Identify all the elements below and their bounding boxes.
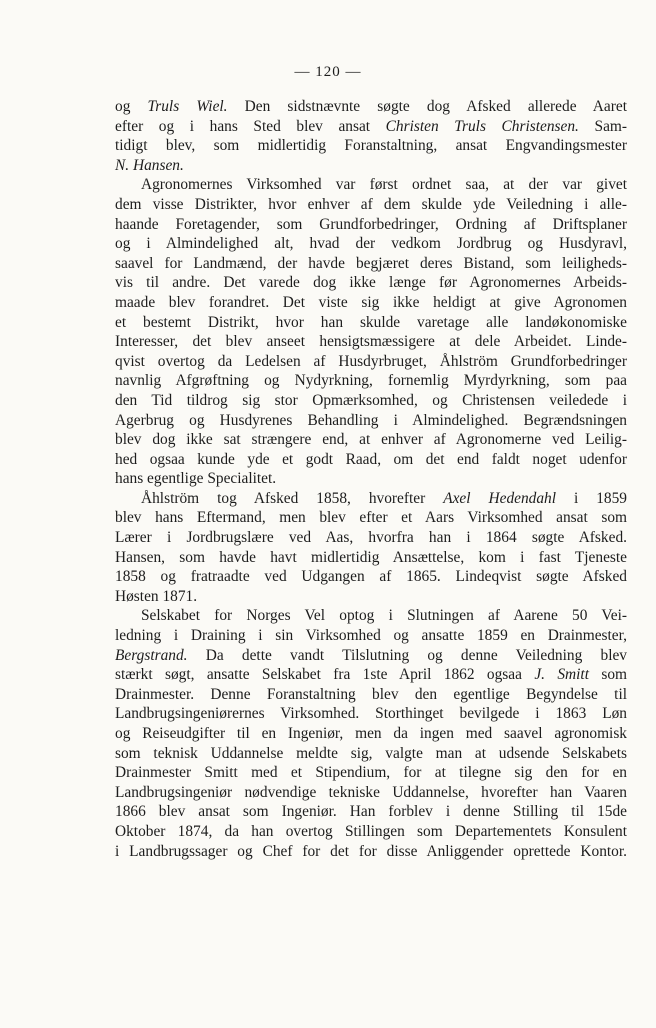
text-line bbox=[115, 293, 627, 313]
text-line bbox=[115, 744, 627, 764]
italic-name: N. Hansen. bbox=[115, 156, 184, 174]
text-run: som teknisk Uddannelse meldte sig, valgte man at udsende Selskabets bbox=[115, 744, 627, 762]
text-run: Hansen, som havde havt midlertidig Ansættelse, kom i fast Tjeneste bbox=[115, 548, 627, 566]
text-line bbox=[115, 234, 627, 254]
text-run: ledning i Draining i sin Virksomhed og ansatte 1859 en Drainmester, bbox=[115, 627, 627, 645]
text-line bbox=[115, 489, 627, 509]
text-run: blev hans Eftermand, men blev efter et Aars Virksomhed ansat som bbox=[115, 509, 627, 527]
page-number: — 120 — bbox=[294, 64, 362, 80]
text-run: i Landbrugssager og Chef for det for disse Anliggender oprettede Kontor. bbox=[115, 842, 627, 860]
text-run: vis til andre. Det varede dog ikke længe før Agronomernes Arbeids- bbox=[115, 274, 627, 292]
body-text bbox=[115, 97, 627, 861]
text-line bbox=[115, 822, 627, 842]
text-run: blev dog ikke sat strængere end, at enhver af Agronomerne ved Leilig- bbox=[115, 431, 627, 449]
text-run: Drainmester Smitt med et Stipendium, for at tilegne sig den for en bbox=[115, 764, 627, 782]
text-line bbox=[115, 97, 627, 117]
text-run: hed ogsaa kunde yde et godt Raad, om det end faldt noget udenfor bbox=[115, 450, 627, 468]
text-run: og bbox=[115, 98, 148, 115]
text-run: Da dette vandt Tilslutning og denne Veiledning blev bbox=[187, 646, 627, 664]
italic-name: Bergstrand. bbox=[115, 646, 188, 664]
text-run: Landbrugsingeniørernes Virksomhed. Storthinget bevilgede i 1863 Løn bbox=[115, 705, 627, 723]
text-line bbox=[115, 508, 627, 528]
italic-name: Christen Truls Christensen. bbox=[385, 117, 579, 135]
text-run: Lærer i Jordbrugslære ved Aas, hvorfra han i 1864 søgte Afsked. bbox=[115, 529, 627, 547]
italic-name: Axel Hedendahl bbox=[443, 489, 557, 507]
text-run: Interesser, det blev anseet hensigtsmæssigere at dele Arbeidet. Linde- bbox=[115, 333, 627, 351]
text-run: Agerbrug og Husdyrenes Behandling i Almindelighed. Begrændsningen bbox=[115, 411, 627, 429]
text-run: navnlig Afgrøftning og Nydyrkning, fornemlig Myrdyrkning, som paa bbox=[115, 372, 627, 390]
text-run: Agronomernes Virksomhed var først ordnet saa, at der var givet bbox=[141, 176, 627, 194]
text-run: hans egentlige Specialitet. bbox=[115, 470, 277, 488]
text-run: Landbrugsingeniør nødvendige tekniske Uddannelse, hvorefter han Vaaren bbox=[115, 783, 627, 801]
text-run: Drainmester. Denne Foranstaltning blev den egentlige Begyndelse til bbox=[115, 685, 627, 703]
text-run: saavel for Landmænd, der havde begjæret deres Bistand, som leiligheds- bbox=[115, 254, 627, 272]
text-run: som bbox=[588, 666, 627, 684]
text-line bbox=[115, 606, 627, 626]
text-run: qvist overtog da Ledelsen af Husdyrbruget, Åhlström Grundforbedringer bbox=[115, 352, 627, 370]
text-line bbox=[115, 704, 627, 724]
text-line bbox=[115, 117, 627, 137]
text-run: Åhlström tog Afsked 1858, hvorefter bbox=[141, 489, 444, 507]
text-run: dem visse Distrikter, hvor enhver af dem skulde yde Veiledning i alle- bbox=[115, 195, 627, 213]
text-run: 1866 blev ansat som Ingeniør. Han forblev i denne Stilling til 15de bbox=[115, 803, 627, 821]
text-line bbox=[115, 763, 627, 783]
text-line bbox=[115, 626, 627, 646]
text-run: stærkt søgt, ansatte Selskabet fra 1ste April 1862 ogsaa bbox=[115, 666, 535, 684]
text-run: den Tid tildrog sig stor Opmærksomhed, og Christensen veiledede i bbox=[115, 391, 627, 409]
text-line bbox=[115, 411, 627, 431]
text-run: Oktober 1874, da han overtog Stillingen som Departementets Konsulent bbox=[115, 822, 627, 840]
text-line bbox=[115, 371, 627, 391]
text-line bbox=[115, 646, 627, 666]
text-line bbox=[115, 665, 627, 685]
text-run: Selskabet for Norges Vel optog i Slutningen af Aarene 50 Vei- bbox=[141, 607, 627, 625]
text-line bbox=[115, 195, 627, 215]
text-line bbox=[115, 548, 627, 568]
italic-name: Truls Wiel. bbox=[147, 98, 228, 115]
text-line bbox=[115, 430, 627, 450]
text-line bbox=[115, 567, 627, 587]
text-line bbox=[115, 587, 627, 607]
text-run: haande Foretagender, som Grundforbedringer, Ordning af Driftsplaner bbox=[115, 215, 627, 233]
text-line bbox=[115, 332, 627, 352]
text-line bbox=[115, 842, 627, 862]
text-line bbox=[115, 136, 627, 156]
text-run: og Reiseudgifter til en Ingeniør, men da ingen med saavel agronomisk bbox=[115, 725, 627, 742]
text-line bbox=[115, 273, 627, 293]
text-run: Den sidstnævnte søgte dog Afsked allerede Aaret bbox=[227, 98, 627, 115]
italic-name: J. Smitt bbox=[534, 666, 589, 684]
text-run: efter og i hans Sted blev ansat bbox=[115, 117, 386, 135]
text-line bbox=[115, 156, 627, 176]
text-run: i 1859 bbox=[556, 489, 627, 507]
text-line bbox=[115, 783, 627, 803]
text-line bbox=[115, 724, 627, 744]
text-line bbox=[115, 175, 627, 195]
text-line bbox=[115, 254, 627, 274]
text-run: Høsten 1871. bbox=[115, 587, 198, 605]
text-run: tidigt blev, som midlertidig Foranstaltning, ansat Engvandingsmester bbox=[115, 137, 627, 155]
text-line bbox=[115, 215, 627, 235]
text-line bbox=[115, 802, 627, 822]
text-line bbox=[115, 685, 627, 705]
text-run: maade blev forandret. Det viste sig ikke heldigt at give Agronomen bbox=[115, 293, 627, 311]
text-line bbox=[115, 313, 627, 333]
text-line bbox=[115, 450, 627, 470]
text-run: 1858 og fratraadte ved Udgangen af 1865. Lindeqvist søgte Afsked bbox=[115, 568, 627, 586]
text-line bbox=[115, 352, 627, 372]
text-run: og i Almindelighed alt, hvad der vedkom Jordbrug og Husdyravl, bbox=[115, 235, 627, 253]
text-line bbox=[115, 469, 627, 489]
text-line bbox=[115, 528, 627, 548]
text-run: et bestemt Distrikt, hvor han skulde varetage alle landøkonomiske bbox=[115, 313, 627, 331]
text-run: Sam- bbox=[578, 117, 627, 135]
text-line bbox=[115, 391, 627, 411]
